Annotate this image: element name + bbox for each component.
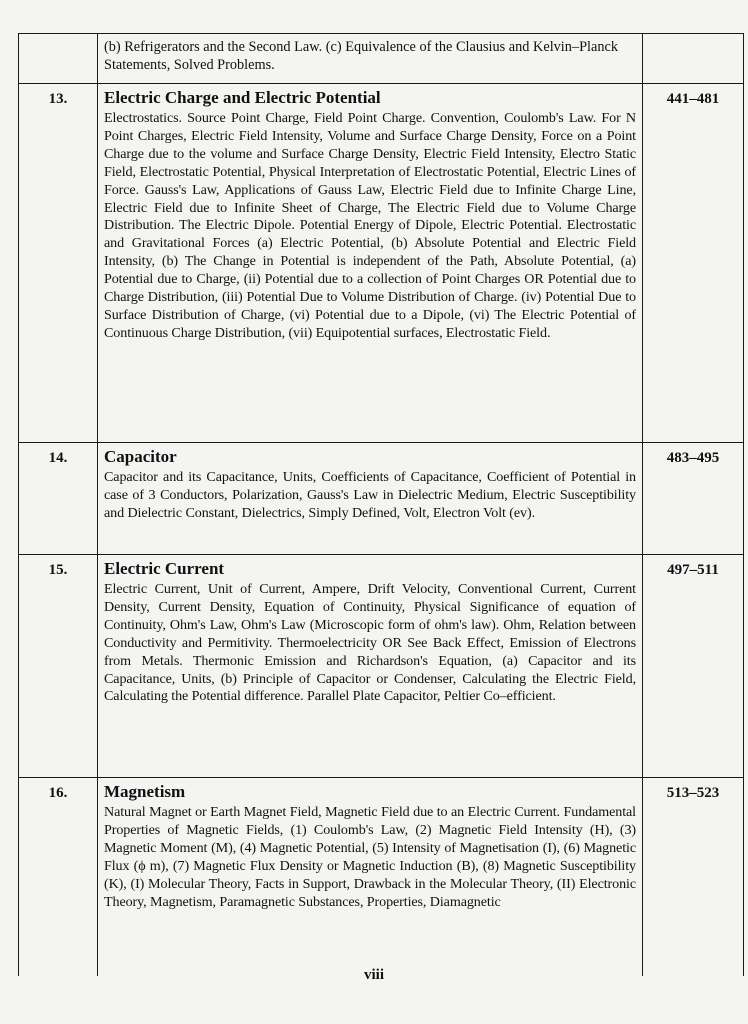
page-range-cell — [643, 34, 744, 84]
chapter-number-cell — [19, 34, 98, 84]
chapter-number-cell — [19, 443, 98, 555]
page-number: viii — [363, 967, 384, 983]
chapter-content-cell — [98, 778, 643, 977]
chapter-content-cell — [98, 443, 643, 555]
chapter-title: Magnetism — [104, 782, 186, 801]
contents-table — [18, 33, 744, 976]
table-row — [19, 443, 744, 555]
chapter-title: Capacitor — [104, 447, 177, 466]
chapter-topics: Electric Current, Unit of Current, Ampere, Drift Velocity, Conventional Current, Current Density, Current Density, Equation of Continuity, Physical Significance of equation of Continuity, Ohm's Law, Ohm's Law (Microscopic form of ohm's law). Ohm, Relation between Conductivity and Permitivity. Thermoelectricity OR See Back Effect, Emission of Electrons from Metals. Thermonic Emission and Richardson's Equation, (a) Capacitor and its Capacitance, Units, (b) Principle of Capacitor or Condenser, Calculating the Electric Field, Calculating the Potential difference. Parallel Plate Capacitor, Peltier Co–efficient. — [104, 581, 636, 705]
chapter-content-cell — [98, 555, 643, 778]
chapter-number-cell — [19, 84, 98, 443]
chapter-number-cell — [19, 778, 98, 977]
page-range: 441–481 — [666, 91, 720, 107]
chapter-number: 14. — [48, 450, 68, 466]
page-range: 497–511 — [667, 562, 719, 578]
page-range: 513–523 — [666, 785, 720, 801]
chapter-topics: Capacitor and its Capacitance, Units, Coefficients of Capacitance, Coefficient of Potential in case of 3 Conductors, Polarization, Gauss's Law in Dielectric Medium, Electric Susceptibility and Dielectric Constant, Dielectrics, Simply Defined, Volt, Electron Volt (ev). — [104, 469, 636, 521]
page-range-cell — [643, 443, 744, 555]
chapter-number-cell — [19, 555, 98, 778]
table-row — [19, 84, 744, 443]
page-range-cell — [643, 84, 744, 443]
page-range: 483–495 — [666, 450, 720, 466]
page-range-cell — [643, 555, 744, 778]
chapter-number: 13. — [48, 91, 68, 107]
continuation-text: (b) Refrigerators and the Second Law. (c) Equivalence of the Clausius and Kelvin–Planck Statements, Solved Problems. — [98, 34, 643, 84]
chapter-title: Electric Current — [104, 559, 225, 578]
table-row — [19, 34, 744, 84]
table-row — [19, 778, 744, 977]
chapter-topics: Natural Magnet or Earth Magnet Field, Magnetic Field due to an Electric Current. Fundamental Properties of Magnetic Fields, (1) Coulomb's Law, (2) Magnetic Field Intensity (H), (3) Magnetic Moment (M), (4) Magnetic Potential, (5) Intensity of Magnetisation (I), (6) Magnetic Flux (ϕ m), (7) Magnetic Flux Density or Magnetic Induction (B), (8) Magnetic Susceptibility (K), (I) Molecular Theory, Facts in Support, Drawback in the Molecular Theory, (II) Electronic Theory, Magnetism, Paramagnetic Substances, Properties, Diamagnetic — [104, 804, 636, 910]
chapter-topics: Electrostatics. Source Point Charge, Field Point Charge. Convention, Coulomb's Law. For N Point Charges, Electric Field Intensity, Volume and Surface Charge Density, Force on a Point Charge due to the volume and Surface Charge Density, Electric Field Intensity, Electro Static Field, Electrostatic Potential, Physical Interpretation of Electrostatic Potential, Electric Lines of Force. Gauss's Law, Applications of Gauss Law, Electric Field due to Infinite Charge Line, Electric Field due to Infinite Sheet of Charge, The Electric Field due to Volume Charge Distribution. The Electric Dipole. Potential Energy of Dipole, Electric Potential. Electrostatic and Gravitational Forces (a) Electric Potential, (b) Absolute Potential and Electric Field Intensity, (b) The Change in Potential is independent of the Path, Absolute Potential, (a) Potential due to Charge, (ii) Potential due to a collection of Point Charges OR Potential due to Charge Distribution, (iii) Potential Due to Volume Distribution of Charge. (iv) Potential Due to Surface Distribution of Charge, (vi) Potential due to a Dipole, (vi) The Electric Potential of Continuous Charge Distribution, (vii) Equipotential surfaces, Electrostatic Field. — [104, 110, 636, 341]
chapter-number: 16. — [48, 785, 68, 801]
table-row — [19, 555, 744, 778]
page-range-cell — [643, 778, 744, 977]
chapter-title: Electric Charge and Electric Potential — [104, 88, 381, 107]
chapter-content-cell — [98, 84, 643, 443]
chapter-number: 15. — [48, 562, 68, 578]
